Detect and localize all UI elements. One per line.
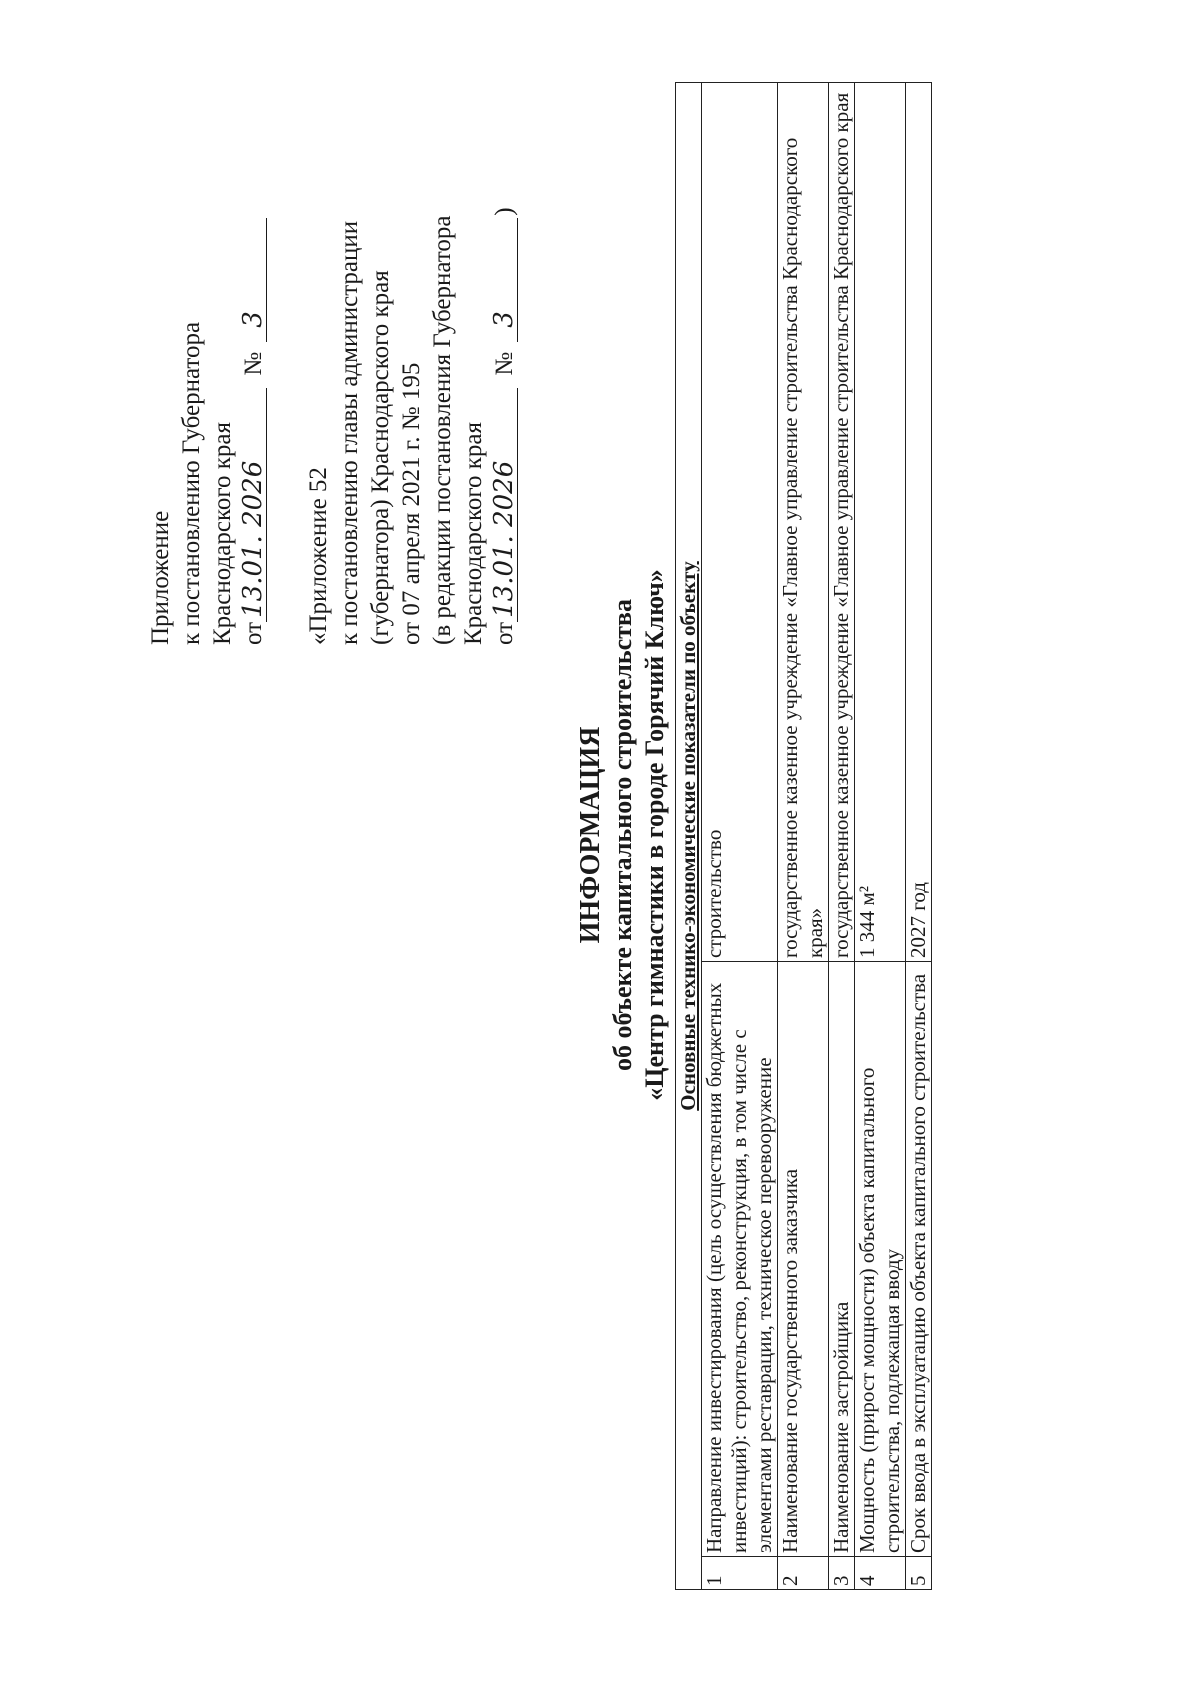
row-number: 3	[829, 1557, 855, 1590]
table-row	[855, 83, 906, 1590]
document-title: ИНФОРМАЦИЯ	[575, 726, 606, 944]
annex-date-line	[489, 85, 520, 645]
number-sign: №	[491, 351, 518, 376]
row-label: Направление инвестирования (цель осуществления бюджетных инвестиций): строительство, реконструкция, в том числе с элементами реставрации, техническое перевооружение	[702, 962, 778, 1557]
table-row	[778, 83, 829, 1590]
table-row	[702, 83, 778, 1590]
handwritten-number: 3	[491, 218, 518, 342]
annex-block	[145, 85, 520, 645]
closing-paren: )	[491, 207, 518, 216]
table-row	[906, 83, 932, 1590]
row-value: строительство	[702, 83, 778, 962]
row-label: Наименование государственного заказчика	[778, 962, 829, 1557]
title-block	[575, 80, 671, 1590]
table-row	[829, 83, 855, 1590]
annex-line: от 07 апреля 2021 г. № 195	[398, 362, 425, 645]
document-page	[145, 80, 1145, 1590]
table-header-row	[676, 83, 702, 1590]
handwritten-date: 13.01. 2026	[240, 388, 267, 622]
row-label: Срок ввода в эксплуатацию объекта капитального строительства	[906, 962, 932, 1557]
handwritten-date: 13.01. 2026	[491, 388, 518, 622]
row-value: государственное казенное учреждение «Главное управление строительства Краснодарского края	[829, 83, 855, 962]
row-label: Наименование застройщика	[829, 962, 855, 1557]
annex-date-line	[238, 85, 269, 645]
annex-line: (губернатора) Краснодарского края	[367, 270, 394, 645]
date-prefix: от	[240, 621, 267, 645]
row-value: 2027 год	[906, 83, 932, 962]
date-prefix: от	[491, 621, 518, 645]
annex-line: к постановлению главы администрации	[336, 220, 363, 645]
annex-line: Краснодарского края	[460, 422, 487, 645]
row-number: 1	[702, 1557, 778, 1590]
row-number: 2	[778, 1557, 829, 1590]
row-number: 5	[906, 1557, 932, 1590]
table-header: Основные технико-экономические показатели по объекту	[676, 83, 702, 1590]
document-subtitle: об объекте капитального строительства	[608, 599, 637, 1071]
annex-line: «Приложение 52	[305, 467, 332, 645]
row-value: государственное казенное учреждение «Главное управление строительства Краснодарского края»	[778, 83, 829, 962]
row-label: Мощность (прирост мощности) объекта капитального строительства, подлежащая вводу	[855, 962, 906, 1557]
indicators-table	[675, 82, 932, 1590]
object-name: «Центр гимнастики в городе Горячий Ключ»	[640, 569, 669, 1101]
annex-line: к постановлению Губернатора	[178, 321, 205, 645]
handwritten-number: 3	[240, 218, 267, 342]
annex-line: (в редакции постановления Губернатора	[429, 215, 456, 645]
annex-line: Краснодарского края	[209, 422, 236, 645]
row-value: 1 344 м²	[855, 83, 906, 962]
annex-line: Приложение	[147, 510, 174, 645]
number-sign: №	[240, 351, 267, 376]
row-number: 4	[855, 1557, 906, 1590]
